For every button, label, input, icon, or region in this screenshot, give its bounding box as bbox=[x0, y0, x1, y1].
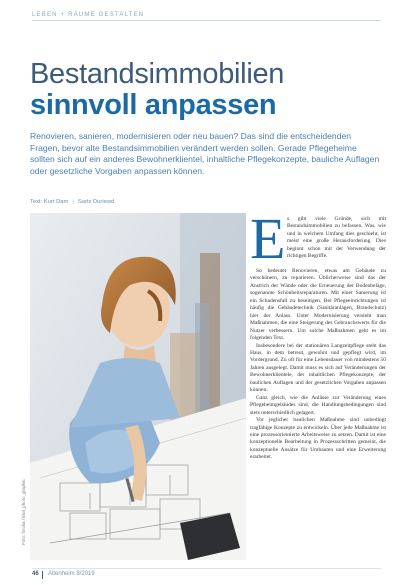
paragraph: So bedeutet Renovieren, etwas am Gebäude zu verschönern, zu reparieren. Üblicherweise sind das der Anstrich der Wände oder die Erneuerung der Bodenbeläge, sogenannte Schönheitsreparaturen. Mit einer Sanierung ist ein Schadensfall zu beseitigen. Bei Pflegeeinrichtungen ist häufig die Gebäudetechnik (Sanitäranlagen, Brandschutz) hier der Anlass. Unter Modernisierung versteht man Maßnahmen, die eine Steigerung des Gebrauchswerts für die Nutzer verbessern. Um solche Maßnahmen geht es im folgenden Text. bbox=[250, 268, 386, 342]
footer-rule bbox=[32, 568, 381, 569]
paragraph: Vor jeglicher baulichen Maßnahme sind unbedingt tragfähige Konzepte zu entwickeln. Über jede Maßnahme ist eine prozessorientierte Arbeitsweise zu setzen. Damit ist eine konzeptionelle Bearbeitung in Prozessschritten gemeint, die konzeptuelle Ansätze für Umbauten und eine Erweiterung erarbeitet. bbox=[250, 417, 386, 461]
section-rule bbox=[32, 20, 381, 21]
article-photo bbox=[30, 213, 246, 560]
section-label: LEBEN + RÄUME GESTALTEN bbox=[32, 12, 145, 18]
dropcap-box bbox=[250, 206, 286, 271]
photo-credit-byline: Sarts Duriewd bbox=[77, 199, 115, 205]
headline-line-1: Bestandsimmobilien bbox=[30, 58, 285, 90]
page-number: 46 bbox=[32, 571, 39, 577]
paragraph: Insbesondere bei der stationären Langzeitpflege steht das Haus, in dem betreut, gewohnt und gepflegt wird, im Vordergrund. Zu oft für eine Lebensdauer von mindestens 50 Jahren ausgelegt. Damit muss es sich auf Veränderungen der Bewohnerklientele, der inhaltlichen Pflegekonzepte, der baulichen Auflagen und der gesetzlichen Vorgaben anpassen können. bbox=[250, 342, 386, 394]
paragraph: s gibt viele Gründe, sich mit Bestandsimmobilien zu befassen. Was, wie und in welchem Umfang dies geschieht, ist meist eine große Herausforderung. Dies beginnt schon mit der Verwendung der richtigen Begriffe. bbox=[287, 216, 386, 260]
photo-credit: Foto: fotolia / kiwi_photo_graphic bbox=[21, 479, 26, 545]
credits: Text: Kurt Dam | Sarts Duriewd bbox=[30, 199, 115, 205]
text-credit: Text: Kurt Dam bbox=[30, 199, 69, 205]
dropcap-letter: E bbox=[250, 206, 286, 271]
lead-paragraph: Renovieren, sanieren, modernisieren oder neu bauen? Das sind die entscheidenden Fragen, bevor alte Bestandsimmobilien verändert werden sollen. Gerade Pflegeheime sollten sich auf ein anderes Bewohnerklientel, inhaltliche Pflegekonzepte, bauliche Auflagen oder gesetzliche Vorgaben anpassen können. bbox=[30, 131, 380, 176]
headline-line-2: sinnvoll anpassen bbox=[30, 89, 277, 121]
publication-name: Altenheim 8/2019 bbox=[48, 571, 95, 577]
footer-divider bbox=[42, 571, 43, 579]
article-body bbox=[250, 206, 386, 462]
paragraph: Ganz gleich, wie die Anlässe zur Veränderung eines Pflegeheimgebäudes sind, die Handlungsbedingungen sind stets unterschiedlich gelagert. bbox=[250, 394, 386, 416]
